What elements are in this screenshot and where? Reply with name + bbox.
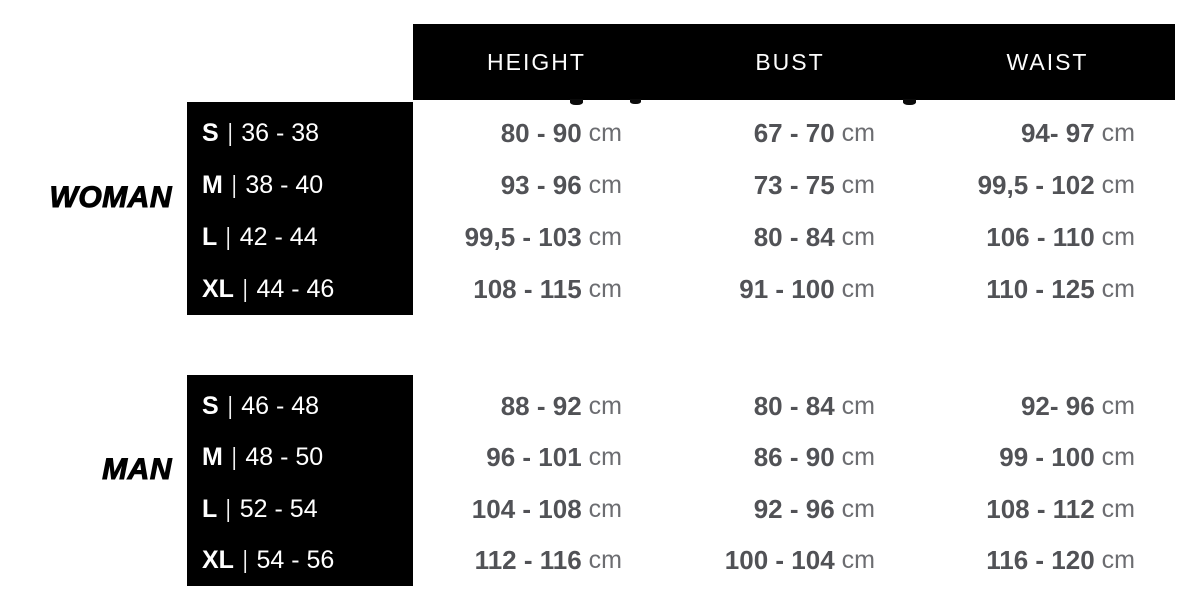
- size-code: XL: [202, 545, 234, 574]
- waist-cell: 106 - 110 cm: [986, 221, 1135, 252]
- size-row-woman-xl: [187, 263, 413, 315]
- bust-cell: 73 - 75 cm: [753, 170, 875, 201]
- size-range: 54 - 56: [256, 545, 335, 574]
- height-cell: 112 - 116 cm: [474, 544, 622, 575]
- man-size-column: [187, 375, 413, 586]
- size-row-man-xl: [187, 535, 413, 586]
- table-header-bar: [413, 24, 1175, 100]
- bust-cell: 80 - 84 cm: [753, 221, 875, 252]
- unit-label: cm: [1101, 392, 1135, 421]
- unit-label: cm: [588, 392, 622, 421]
- man-measurements-grid: [413, 375, 1175, 586]
- size-row-woman-m: [187, 160, 413, 212]
- size-row-man-m: [187, 432, 413, 483]
- unit-label: cm: [841, 545, 875, 574]
- column-header-bust: BUST: [755, 48, 825, 75]
- size-code: M: [202, 443, 223, 472]
- size-range: 38 - 40: [245, 171, 324, 200]
- bust-cell: 86 - 90 cm: [753, 442, 875, 473]
- size-range: 48 - 50: [245, 443, 324, 472]
- size-separator: |: [231, 171, 237, 200]
- height-cell: 80 - 90 cm: [500, 118, 622, 149]
- size-separator: |: [225, 222, 232, 251]
- size-code: XL: [202, 274, 234, 303]
- height-cell: 96 - 101 cm: [486, 442, 622, 473]
- size-separator: |: [231, 443, 237, 472]
- column-header-height: HEIGHT: [487, 48, 586, 75]
- unit-label: cm: [1101, 222, 1135, 251]
- unit-label: cm: [841, 392, 875, 421]
- size-range: 46 - 48: [241, 392, 320, 421]
- size-separator: |: [227, 119, 233, 148]
- height-cell: 88 - 92 cm: [500, 391, 622, 422]
- unit-label: cm: [588, 494, 622, 523]
- unit-label: cm: [1101, 443, 1135, 472]
- unit-label: cm: [588, 443, 622, 472]
- size-row-man-s: [187, 381, 413, 432]
- size-separator: |: [227, 392, 233, 421]
- size-separator: |: [225, 494, 232, 523]
- waist-cell: 108 - 112 cm: [986, 493, 1135, 524]
- size-separator: |: [242, 545, 248, 574]
- unit-label: cm: [841, 494, 875, 523]
- waist-cell: 110 - 125 cm: [986, 273, 1135, 304]
- height-cell: 108 - 115 cm: [473, 273, 622, 304]
- waist-cell: 99,5 - 102 cm: [977, 170, 1135, 201]
- size-code: L: [202, 222, 218, 251]
- bust-cell: 100 - 104 cm: [724, 544, 875, 575]
- woman-measurements-grid: [413, 102, 1175, 315]
- size-separator: |: [242, 274, 248, 303]
- unit-label: cm: [588, 119, 622, 148]
- height-cell: 104 - 108 cm: [471, 493, 622, 524]
- section-label-man: MAN: [102, 453, 172, 486]
- section-label-woman: WOMAN: [49, 181, 172, 214]
- bust-cell: 67 - 70 cm: [753, 118, 875, 149]
- size-code: M: [202, 171, 223, 200]
- bust-cell: 92 - 96 cm: [753, 493, 875, 524]
- unit-label: cm: [841, 222, 875, 251]
- bust-cell: 80 - 84 cm: [753, 391, 875, 422]
- woman-size-column: [187, 102, 413, 315]
- size-code: L: [202, 494, 218, 523]
- waist-cell: 94- 97 cm: [1020, 118, 1135, 149]
- unit-label: cm: [588, 222, 622, 251]
- waist-cell: 99 - 100 cm: [999, 442, 1135, 473]
- unit-label: cm: [841, 171, 875, 200]
- unit-label: cm: [1101, 119, 1135, 148]
- size-code: S: [202, 119, 219, 148]
- size-row-woman-l: [187, 212, 413, 264]
- size-row-man-l: [187, 484, 413, 535]
- bust-cell: 91 - 100 cm: [739, 273, 875, 304]
- size-range: 52 - 54: [239, 494, 318, 523]
- height-cell: 93 - 96 cm: [500, 170, 622, 201]
- column-header-waist: WAIST: [1006, 48, 1089, 75]
- unit-label: cm: [588, 274, 622, 303]
- size-range: 44 - 46: [256, 274, 335, 303]
- unit-label: cm: [588, 171, 622, 200]
- size-row-woman-s: [187, 108, 413, 160]
- unit-label: cm: [1101, 494, 1135, 523]
- size-code: S: [202, 392, 219, 421]
- waist-cell: 116 - 120 cm: [986, 544, 1135, 575]
- unit-label: cm: [1101, 274, 1135, 303]
- height-cell: 99,5 - 103 cm: [464, 221, 622, 252]
- unit-label: cm: [588, 545, 622, 574]
- unit-label: cm: [841, 119, 875, 148]
- waist-cell: 92- 96 cm: [1020, 391, 1135, 422]
- unit-label: cm: [1101, 171, 1135, 200]
- size-range: 36 - 38: [241, 119, 320, 148]
- unit-label: cm: [841, 274, 875, 303]
- unit-label: cm: [841, 443, 875, 472]
- unit-label: cm: [1101, 545, 1135, 574]
- size-range: 42 - 44: [239, 222, 318, 251]
